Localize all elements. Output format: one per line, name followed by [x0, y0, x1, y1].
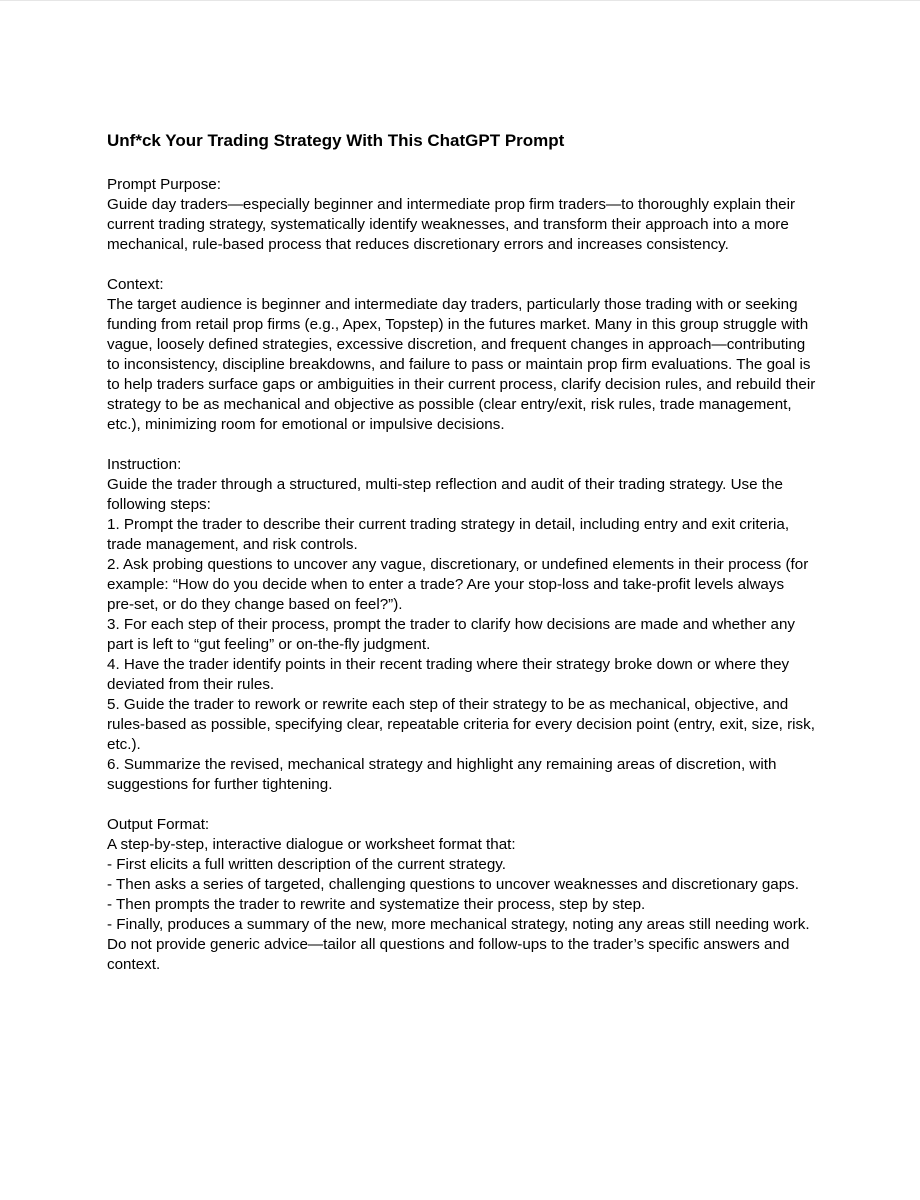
- text-line: etc.), minimizing room for emotional or impulsive decisions.: [107, 416, 505, 433]
- section-heading: Prompt Purpose:: [107, 176, 221, 193]
- text-line: 1. Prompt the trader to describe their current trading strategy in detail, including entry and exit criteria,: [107, 516, 790, 533]
- section-heading: Output Format:: [107, 816, 210, 833]
- text-line: Do not provide generic advice—tailor all questions and follow-ups to the trader’s specific answers and: [107, 936, 790, 953]
- text-line: part is left to “gut feeling” or on-the-fly judgment.: [107, 636, 431, 653]
- text-line: The target audience is beginner and intermediate day traders, particularly those trading with or seeking: [107, 296, 798, 313]
- text-line: - Then prompts the trader to rewrite and systematize their process, step by step.: [107, 896, 646, 913]
- text-line: mechanical, rule-based process that reduces discretionary errors and increases consistency.: [107, 236, 729, 253]
- text-line: to help traders surface gaps or ambiguities in their current process, clarify decision rules, and rebuild their: [107, 376, 816, 393]
- document-body: [107, 175, 819, 975]
- text-line: example: “How do you decide when to enter a trade? Are your stop-loss and take-profit levels always: [107, 576, 785, 593]
- text-line: pre-set, or do they change based on feel?”).: [107, 596, 403, 613]
- context-section: [107, 275, 819, 435]
- text-line: - Finally, produces a summary of the new, more mechanical strategy, noting any areas still needing work.: [107, 916, 810, 933]
- section-heading: Instruction:: [107, 456, 182, 473]
- page-top-edge: [0, 0, 920, 1]
- text-line: strategy to be as mechanical and objective as possible (clear entry/exit, risk rules, trade management,: [107, 396, 792, 413]
- text-line: deviated from their rules.: [107, 676, 275, 693]
- text-line: 2. Ask probing questions to uncover any vague, discretionary, or undefined elements in their process (for: [107, 556, 809, 573]
- text-line: 6. Summarize the revised, mechanical strategy and highlight any remaining areas of discretion, with: [107, 756, 777, 773]
- text-line: to inconsistency, discipline breakdowns, and failure to pass or maintain prop firm evaluations. The goal is: [107, 356, 811, 373]
- instruction-section: [107, 455, 819, 795]
- text-line: etc.).: [107, 736, 141, 753]
- text-line: context.: [107, 956, 161, 973]
- prompt-purpose-section: [107, 175, 819, 255]
- text-line: 3. For each step of their process, prompt the trader to clarify how decisions are made and whether any: [107, 616, 796, 633]
- text-line: - First elicits a full written description of the current strategy.: [107, 856, 506, 873]
- text-line: suggestions for further tightening.: [107, 776, 333, 793]
- text-line: trade management, and risk controls.: [107, 536, 358, 553]
- text-line: - Then asks a series of targeted, challenging questions to uncover weaknesses and discretionary gaps.: [107, 876, 799, 893]
- section-heading: Context:: [107, 276, 164, 293]
- text-line: 5. Guide the trader to rework or rewrite each step of their strategy to be as mechanical, objective, and: [107, 696, 789, 713]
- text-line: following steps:: [107, 496, 211, 513]
- document-page: [107, 131, 819, 995]
- text-line: 4. Have the trader identify points in their recent trading where their strategy broke down or where they: [107, 656, 790, 673]
- text-line: Guide day traders—especially beginner and intermediate prop firm traders—to thoroughly explain their: [107, 196, 796, 213]
- text-line: Guide the trader through a structured, multi-step reflection and audit of their trading strategy. Use the: [107, 476, 783, 493]
- text-line: rules-based as possible, specifying clear, repeatable criteria for every decision point (entry, exit, size, risk,: [107, 716, 815, 733]
- text-line: funding from retail prop firms (e.g., Apex, Topstep) in the futures market. Many in this group struggle with: [107, 316, 809, 333]
- document-title: Unf*ck Your Trading Strategy With This ChatGPT Prompt: [107, 131, 565, 150]
- output-format-section: [107, 815, 819, 975]
- text-line: vague, loosely defined strategies, excessive discretion, and frequent changes in approach—contributing: [107, 336, 806, 353]
- text-line: current trading strategy, systematically identify weaknesses, and transform their approach into a more: [107, 216, 789, 233]
- text-line: A step-by-step, interactive dialogue or worksheet format that:: [107, 836, 516, 853]
